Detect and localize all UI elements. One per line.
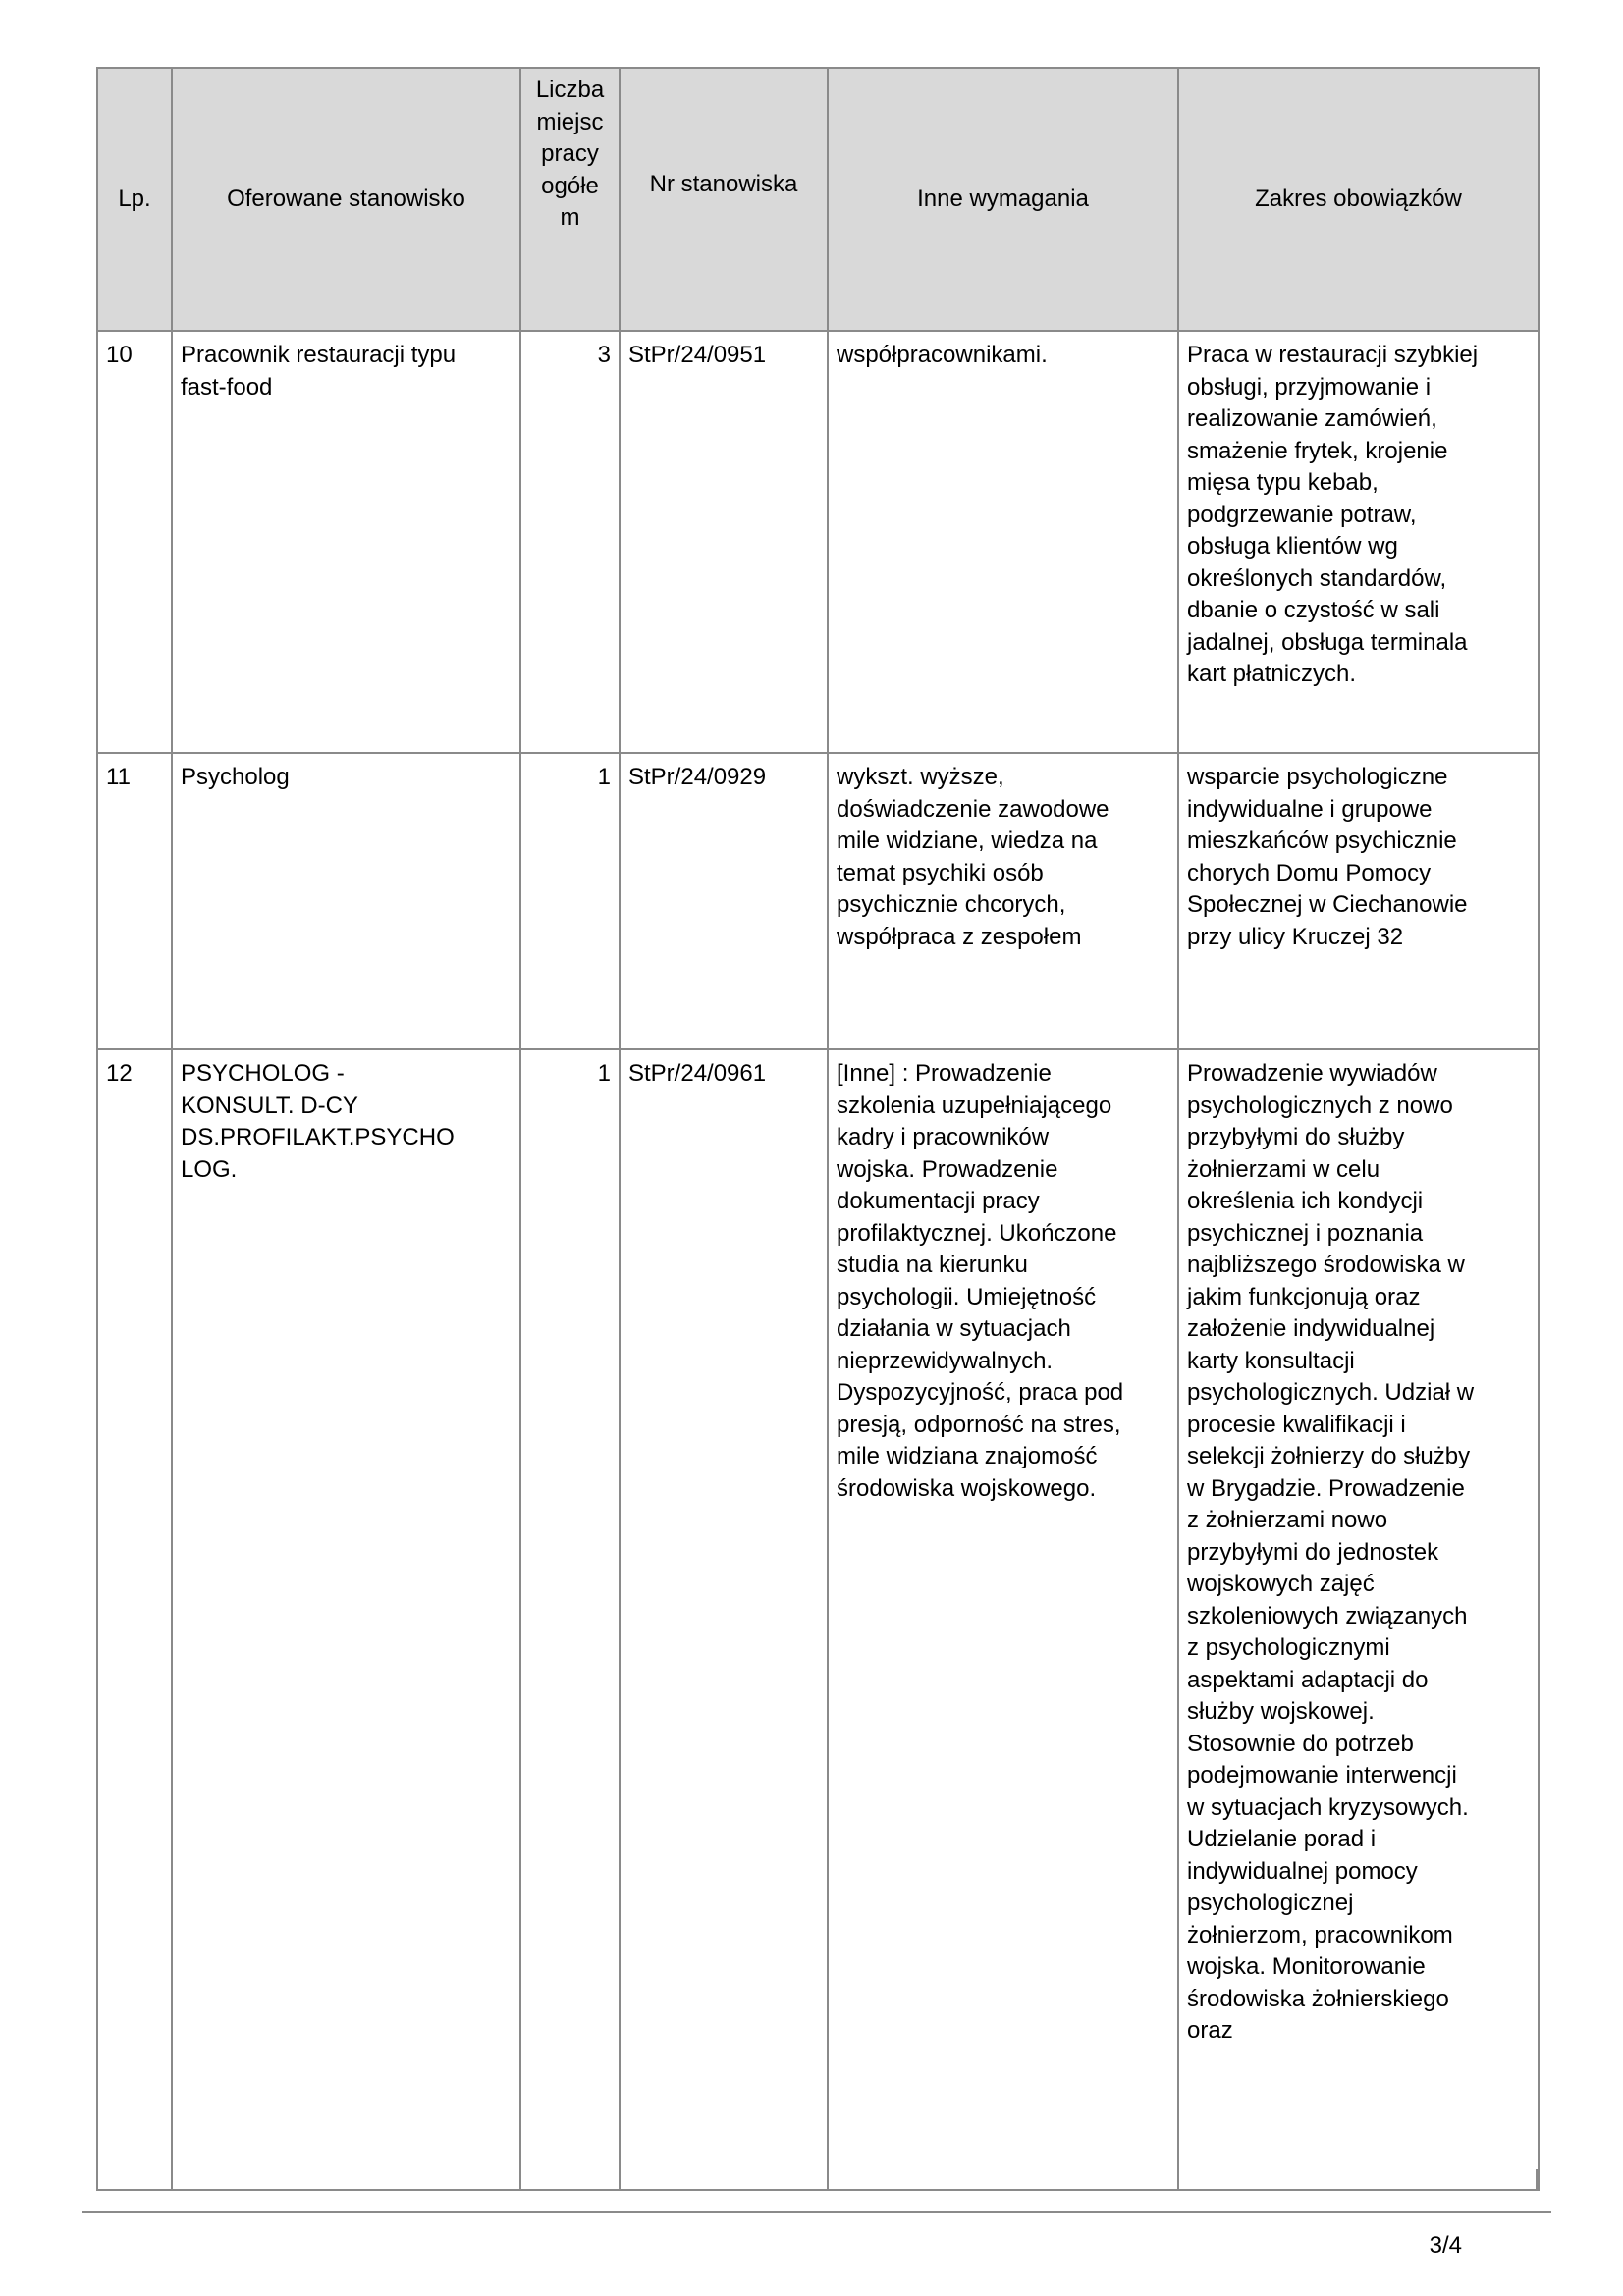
- cell-count: 1: [520, 1049, 620, 2190]
- cell-number: StPr/24/0951: [620, 331, 828, 753]
- cell-duties: Praca w restauracji szybkiej obsługi, przyjmowanie i realizowanie zamówień, smażenie frytek, krojenie mięsa typu kebab, podgrzewanie potraw, obsługa klientów wg określonych standardów, dbanie o czystość w sali jadalnej, obsługa terminala kart płatniczych.: [1178, 331, 1539, 753]
- header-number: Nr stanowiska: [620, 68, 828, 331]
- cell-duties: wsparcie psychologiczne indywidualne i grupowe mieszkańców psychicznie chorych Domu Pomocy Społecznej w Ciechanowie przy ulicy Kruczej 32: [1178, 753, 1539, 1049]
- cell-duties: Prowadzenie wywiadów psychologicznych z nowo przybyłymi do służby żołnierzami w celu określenia ich kondycji psychicznej i poznania najbliższego środowiska w jakim funkcjonują oraz założenie indywidualnej karty konsultacji psychologicznych. Udział w procesie kwalifikacji i selekcji żołnierzy do służby w Brygadzie. Prowadzenie z żołnierzami nowo przybyłymi do jednostek wojskowych zajęć szkoleniowych związanych z psychologicznymi aspektami adaptacji do służby wojskowej. Stosownie do potrzeb podejmowanie interwencji w sytuacjach kryzysowych. Udzielanie porad i indywidualnej pomocy psychologicznej żołnierzom, pracownikom wojska. Monitorowanie środowiska żołnierskiego oraz: [1178, 1049, 1539, 2190]
- page-number: 3/4: [1429, 2232, 1462, 2259]
- continuation-border-left: [96, 2169, 98, 2191]
- header-requirements: Inne wymagania: [828, 68, 1178, 331]
- cell-requirements: [Inne] : Prowadzenie szkolenia uzupełniającego kadry i pracowników wojska. Prowadzenie dokumentacji pracy profilaktycznej. Ukończone studia na kierunku psychologii. Umiejętność działania w sytuacjach nieprzewidywalnych. Dyspozycyjność, praca pod presją, odporność na stres, mile widziana znajomość środowiska wojskowego.: [828, 1049, 1178, 2190]
- cell-number: StPr/24/0961: [620, 1049, 828, 2190]
- cell-requirements: współpracownikami.: [828, 331, 1178, 753]
- job-offers-table: [96, 67, 1540, 2191]
- footer-divider: [82, 2211, 1551, 2213]
- header-count: Liczba miejsc pracy ogółe m: [520, 68, 620, 331]
- table-row: [97, 753, 1539, 1049]
- table-row: [97, 331, 1539, 753]
- cell-number: StPr/24/0929: [620, 753, 828, 1049]
- cell-count: 1: [520, 753, 620, 1049]
- header-duties: Zakres obowiązków: [1178, 68, 1539, 331]
- header-lp: Lp.: [97, 68, 172, 331]
- cell-lp: 10: [97, 331, 172, 753]
- table-header: [97, 68, 1539, 331]
- continuation-border-right: [1536, 2169, 1538, 2191]
- cell-count: 3: [520, 331, 620, 753]
- table-continuation: [96, 2169, 1538, 2191]
- cell-lp: 12: [97, 1049, 172, 2190]
- cell-requirements: wykszt. wyższe, doświadczenie zawodowe mile widziane, wiedza na temat psychiki osób psychicznie chcorych, współpraca z zespołem: [828, 753, 1178, 1049]
- cell-position: Pracownik restauracji typu fast-food: [172, 331, 520, 753]
- cell-position: PSYCHOLOG - KONSULT. D-CY DS.PROFILAKT.PSYCHO LOG.: [172, 1049, 520, 2190]
- cell-lp: 11: [97, 753, 172, 1049]
- table-row: [97, 1049, 1539, 2190]
- cell-position: Psycholog: [172, 753, 520, 1049]
- header-position: Oferowane stanowisko: [172, 68, 520, 331]
